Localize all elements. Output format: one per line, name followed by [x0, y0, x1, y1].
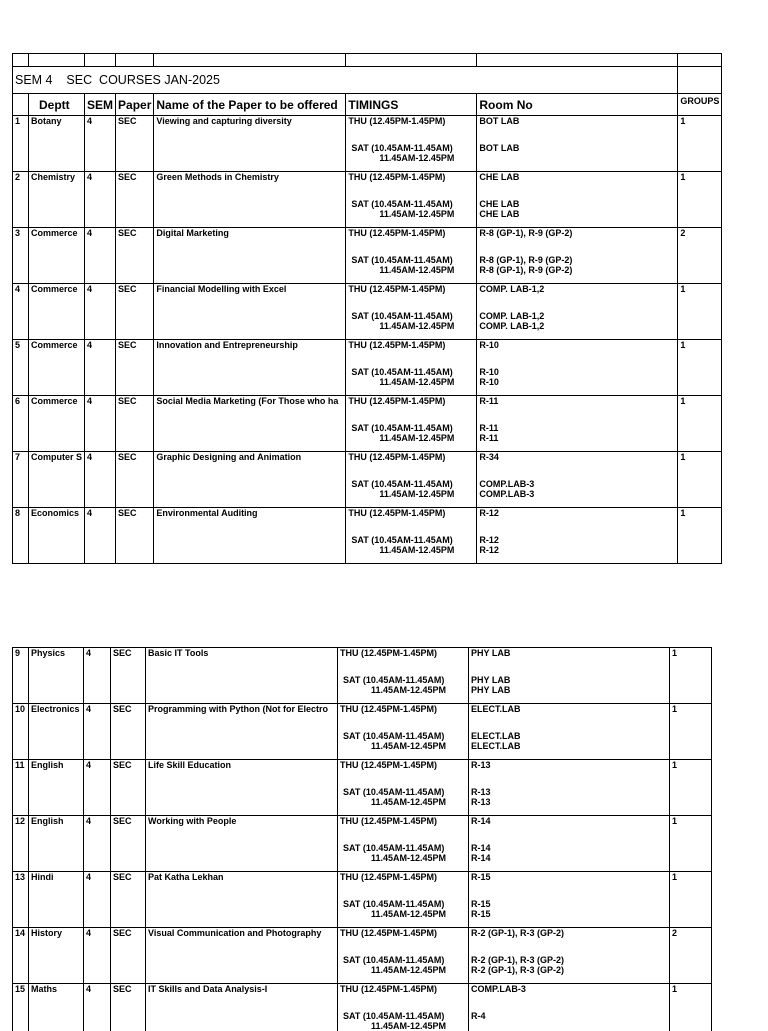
timing-sat-2: 11.45AM-12.45PM [338, 1021, 468, 1031]
room-cell [469, 760, 670, 816]
timing-sat-2: 11.45AM-12.45PM [338, 685, 468, 695]
timing-sat-1: SAT (10.45AM-11.45AM) [346, 535, 476, 545]
sem-cell: 4 [85, 508, 116, 564]
paper-name-cell: Working with People [146, 816, 338, 872]
timing-sat-1: SAT (10.45AM-11.45AM) [346, 143, 476, 153]
timing-thu: THU (12.45PM-1.45PM) [346, 340, 476, 350]
room-sat-2: R-11 [479, 433, 675, 443]
timing-thu: THU (12.45PM-1.45PM) [338, 704, 468, 714]
courses-table-bottom [12, 647, 712, 1031]
room-thu: BOT LAB [479, 116, 675, 126]
room-thu: R-15 [471, 872, 667, 882]
dept-cell: Electronics [29, 704, 84, 760]
timing-thu: THU (12.45PM-1.45PM) [346, 116, 476, 126]
room-sat-1: R-11 [479, 423, 675, 433]
row-number: 13 [13, 872, 29, 928]
timing-thu: THU (12.45PM-1.45PM) [346, 284, 476, 294]
room-cell [477, 452, 678, 508]
paper-name-cell: IT Skills and Data Analysis-I [146, 984, 338, 1031]
timing-thu: THU (12.45PM-1.45PM) [346, 228, 476, 238]
table-row [13, 228, 722, 284]
room-sat-2: PHY LAB [471, 685, 667, 695]
timing-thu: THU (12.45PM-1.45PM) [346, 508, 476, 518]
room-sat-1: R-13 [471, 787, 667, 797]
dept-cell: Economics [29, 508, 85, 564]
paper-name-cell: Graphic Designing and Animation [154, 452, 346, 508]
paper-cell: SEC [111, 648, 146, 704]
table-row [13, 452, 722, 508]
room-sat-1: PHY LAB [471, 675, 667, 685]
sem-cell: 4 [85, 284, 116, 340]
paper-cell: SEC [116, 508, 154, 564]
sem-cell: 4 [84, 704, 111, 760]
room-cell [469, 816, 670, 872]
timing-sat-2: 11.45AM-12.45PM [338, 741, 468, 751]
groups-cell: 2 [670, 928, 712, 984]
room-sat-1: COMP.LAB-3 [479, 479, 675, 489]
timing-sat-2: 11.45AM-12.45PM [338, 909, 468, 919]
room-sat-1: R-12 [479, 535, 675, 545]
groups-cell: 1 [670, 760, 712, 816]
room-sat-2: CHE LAB [479, 209, 675, 219]
timing-sat-2: 11.45AM-12.45PM [338, 797, 468, 807]
room-thu: COMP.LAB-3 [471, 984, 667, 994]
groups-cell: 1 [670, 872, 712, 928]
paper-cell: SEC [111, 816, 146, 872]
table-row [13, 284, 722, 340]
table-row [13, 704, 712, 760]
timings-cell [338, 648, 469, 704]
paper-cell: SEC [116, 452, 154, 508]
timing-sat-2: 11.45AM-12.45PM [346, 433, 476, 443]
room-thu: ELECT.LAB [471, 704, 667, 714]
room-sat-1: R-8 (GP-1), R-9 (GP-2) [479, 255, 675, 265]
groups-cell: 1 [678, 396, 722, 452]
timings-cell [346, 228, 477, 284]
paper-name-cell: Green Methods in Chemistry [154, 172, 346, 228]
table-row [13, 872, 712, 928]
dept-cell: Chemistry [29, 172, 85, 228]
table-row [13, 648, 712, 704]
sheet-title: SEM 4 SEC COURSES JAN-2025 [15, 73, 220, 87]
paper-name-cell: Viewing and capturing diversity [154, 116, 346, 172]
paper-cell: SEC [111, 760, 146, 816]
paper-cell: SEC [111, 704, 146, 760]
sem-cell: 4 [84, 872, 111, 928]
row-number: 9 [13, 648, 29, 704]
sem-cell: 4 [84, 760, 111, 816]
dept-cell: Commerce [29, 284, 85, 340]
paper-name-cell: Social Media Marketing (For Those who ha [154, 396, 346, 452]
dept-cell: Maths [29, 984, 84, 1031]
timings-cell [346, 340, 477, 396]
room-sat-2 [479, 153, 675, 163]
paper-name-cell: Financial Modelling with Excel [154, 284, 346, 340]
timing-sat-2: 11.45AM-12.45PM [346, 265, 476, 275]
row-number: 3 [13, 228, 29, 284]
room-cell [469, 872, 670, 928]
header-sem: SEM [85, 94, 116, 116]
groups-cell: 1 [678, 284, 722, 340]
timing-sat-2: 11.45AM-12.45PM [338, 965, 468, 975]
sem-cell: 4 [85, 172, 116, 228]
room-sat-2: R-10 [479, 377, 675, 387]
room-sat-1: R-2 (GP-1), R-3 (GP-2) [471, 955, 667, 965]
header-groups: GROUPS [678, 94, 722, 116]
paper-name-cell: Innovation and Entrepreneurship [154, 340, 346, 396]
header-timings: TIMINGS [346, 94, 477, 116]
paper-name-cell: Basic IT Tools [146, 648, 338, 704]
sem-cell: 4 [84, 984, 111, 1031]
paper-name-cell: Visual Communication and Photography [146, 928, 338, 984]
room-thu: COMP. LAB-1,2 [479, 284, 675, 294]
paper-cell: SEC [116, 396, 154, 452]
room-thu: R-12 [479, 508, 675, 518]
room-sat-2: COMP.LAB-3 [479, 489, 675, 499]
paper-cell: SEC [111, 928, 146, 984]
sem-cell: 4 [85, 340, 116, 396]
title-row [13, 67, 722, 94]
timing-sat-1: SAT (10.45AM-11.45AM) [338, 675, 468, 685]
timing-sat-1: SAT (10.45AM-11.45AM) [338, 787, 468, 797]
timing-sat-1: SAT (10.45AM-11.45AM) [338, 731, 468, 741]
timing-thu: THU (12.45PM-1.45PM) [338, 760, 468, 770]
timings-cell [346, 172, 477, 228]
room-sat-2: R-8 (GP-1), R-9 (GP-2) [479, 265, 675, 275]
timings-cell [338, 816, 469, 872]
timings-cell [338, 872, 469, 928]
paper-cell: SEC [116, 340, 154, 396]
row-number: 14 [13, 928, 29, 984]
timing-sat-1: SAT (10.45AM-11.45AM) [338, 955, 468, 965]
paper-cell: SEC [116, 228, 154, 284]
blank-row [13, 54, 722, 67]
timing-sat-2: 11.45AM-12.45PM [346, 489, 476, 499]
room-sat-2: ELECT.LAB [471, 741, 667, 751]
row-number: 5 [13, 340, 29, 396]
timing-sat-2: 11.45AM-12.45PM [338, 853, 468, 863]
timing-sat-1: SAT (10.45AM-11.45AM) [338, 899, 468, 909]
row-number: 7 [13, 452, 29, 508]
row-number: 6 [13, 396, 29, 452]
timing-sat-1: SAT (10.45AM-11.45AM) [346, 255, 476, 265]
header-name: Name of the Paper to be offered [154, 94, 346, 116]
row-number: 8 [13, 508, 29, 564]
room-sat-2: R-12 [479, 545, 675, 555]
sem-cell: 4 [84, 816, 111, 872]
timings-cell [346, 116, 477, 172]
groups-cell: 1 [670, 704, 712, 760]
timing-sat-2: 11.45AM-12.45PM [346, 321, 476, 331]
room-sat-2: R-15 [471, 909, 667, 919]
room-sat-2: COMP. LAB-1,2 [479, 321, 675, 331]
timings-cell [346, 396, 477, 452]
dept-cell: History [29, 928, 84, 984]
room-sat-1: R-15 [471, 899, 667, 909]
timings-cell [346, 284, 477, 340]
groups-cell: 1 [670, 984, 712, 1031]
dept-cell: Commerce [29, 396, 85, 452]
timing-sat-1: SAT (10.45AM-11.45AM) [346, 199, 476, 209]
timing-thu: THU (12.45PM-1.45PM) [338, 928, 468, 938]
groups-cell: 1 [678, 172, 722, 228]
sem-cell: 4 [84, 928, 111, 984]
timing-sat-1: SAT (10.45AM-11.45AM) [346, 479, 476, 489]
header-room: Room No [477, 94, 678, 116]
sem-cell: 4 [85, 396, 116, 452]
timing-sat-2: 11.45AM-12.45PM [346, 153, 476, 163]
room-thu: CHE LAB [479, 172, 675, 182]
timings-cell [338, 760, 469, 816]
room-sat-2: R-13 [471, 797, 667, 807]
table-row [13, 760, 712, 816]
timing-sat-1: SAT (10.45AM-11.45AM) [346, 367, 476, 377]
room-sat-1: COMP. LAB-1,2 [479, 311, 675, 321]
room-cell [477, 116, 678, 172]
room-sat-2 [471, 1021, 667, 1031]
row-number: 15 [13, 984, 29, 1031]
table-row [13, 816, 712, 872]
groups-cell: 1 [678, 508, 722, 564]
row-number: 4 [13, 284, 29, 340]
groups-cell: 1 [670, 816, 712, 872]
room-sat-1: BOT LAB [479, 143, 675, 153]
timing-sat-1: SAT (10.45AM-11.45AM) [346, 311, 476, 321]
timing-thu: THU (12.45PM-1.45PM) [346, 396, 476, 406]
timings-cell [338, 928, 469, 984]
paper-name-cell: Environmental Auditing [154, 508, 346, 564]
paper-cell: SEC [116, 284, 154, 340]
room-cell [477, 396, 678, 452]
room-cell [469, 928, 670, 984]
room-cell [477, 508, 678, 564]
room-cell [469, 648, 670, 704]
paper-cell: SEC [111, 872, 146, 928]
room-thu: R-11 [479, 396, 675, 406]
table-row [13, 116, 722, 172]
room-thu: PHY LAB [471, 648, 667, 658]
timing-sat-2: 11.45AM-12.45PM [346, 545, 476, 555]
groups-cell: 1 [670, 648, 712, 704]
dept-cell: Commerce [29, 228, 85, 284]
row-number: 10 [13, 704, 29, 760]
room-sat-1: ELECT.LAB [471, 731, 667, 741]
header-deptt: Deptt [29, 94, 85, 116]
room-thu: R-13 [471, 760, 667, 770]
timings-cell [346, 508, 477, 564]
header-row [13, 94, 722, 116]
timings-cell [338, 704, 469, 760]
groups-cell: 1 [678, 116, 722, 172]
dept-cell: English [29, 760, 84, 816]
row-number: 2 [13, 172, 29, 228]
room-thu: R-34 [479, 452, 675, 462]
dept-cell: Hindi [29, 872, 84, 928]
room-sat-2: R-2 (GP-1), R-3 (GP-2) [471, 965, 667, 975]
timing-sat-2: 11.45AM-12.45PM [346, 377, 476, 387]
timing-sat-1: SAT (10.45AM-11.45AM) [338, 843, 468, 853]
timings-cell [346, 452, 477, 508]
timing-sat-1: SAT (10.45AM-11.45AM) [346, 423, 476, 433]
row-number: 11 [13, 760, 29, 816]
paper-name-cell: Life Skill Education [146, 760, 338, 816]
room-cell [477, 228, 678, 284]
room-thu: R-2 (GP-1), R-3 (GP-2) [471, 928, 667, 938]
groups-cell: 1 [678, 340, 722, 396]
paper-cell: SEC [116, 172, 154, 228]
paper-name-cell: Pat Katha Lekhan [146, 872, 338, 928]
table-row [13, 396, 722, 452]
timing-thu: THU (12.45PM-1.45PM) [346, 452, 476, 462]
room-cell [477, 172, 678, 228]
timing-thu: THU (12.45PM-1.45PM) [346, 172, 476, 182]
groups-cell: 1 [678, 452, 722, 508]
table-row [13, 928, 712, 984]
dept-cell: English [29, 816, 84, 872]
dept-cell: Physics [29, 648, 84, 704]
row-number: 1 [13, 116, 29, 172]
room-sat-1: CHE LAB [479, 199, 675, 209]
timing-thu: THU (12.45PM-1.45PM) [338, 984, 468, 994]
room-cell [469, 704, 670, 760]
dept-cell: Commerce [29, 340, 85, 396]
room-thu: R-14 [471, 816, 667, 826]
sem-cell: 4 [85, 228, 116, 284]
sem-cell: 4 [84, 648, 111, 704]
room-thu: R-8 (GP-1), R-9 (GP-2) [479, 228, 675, 238]
timing-thu: THU (12.45PM-1.45PM) [338, 648, 468, 658]
table-row [13, 508, 722, 564]
room-sat-2: R-14 [471, 853, 667, 863]
groups-cell: 2 [678, 228, 722, 284]
dept-cell: Computer S [29, 452, 85, 508]
sem-cell: 4 [85, 452, 116, 508]
paper-cell: SEC [111, 984, 146, 1031]
timing-sat-2: 11.45AM-12.45PM [346, 209, 476, 219]
room-thu: R-10 [479, 340, 675, 350]
paper-name-cell: Digital Marketing [154, 228, 346, 284]
table-row [13, 340, 722, 396]
room-sat-1: R-4 [471, 1011, 667, 1021]
timing-thu: THU (12.45PM-1.45PM) [338, 872, 468, 882]
room-sat-1: R-14 [471, 843, 667, 853]
room-sat-1: R-10 [479, 367, 675, 377]
table-row [13, 172, 722, 228]
room-cell [477, 340, 678, 396]
timing-thu: THU (12.45PM-1.45PM) [338, 816, 468, 826]
row-number: 12 [13, 816, 29, 872]
room-cell [477, 284, 678, 340]
paper-name-cell: Programming with Python (Not for Electro [146, 704, 338, 760]
courses-table-top [12, 53, 722, 564]
timing-sat-1: SAT (10.45AM-11.45AM) [338, 1011, 468, 1021]
header-paper: Paper [116, 94, 154, 116]
paper-cell: SEC [116, 116, 154, 172]
dept-cell: Botany [29, 116, 85, 172]
sem-cell: 4 [85, 116, 116, 172]
